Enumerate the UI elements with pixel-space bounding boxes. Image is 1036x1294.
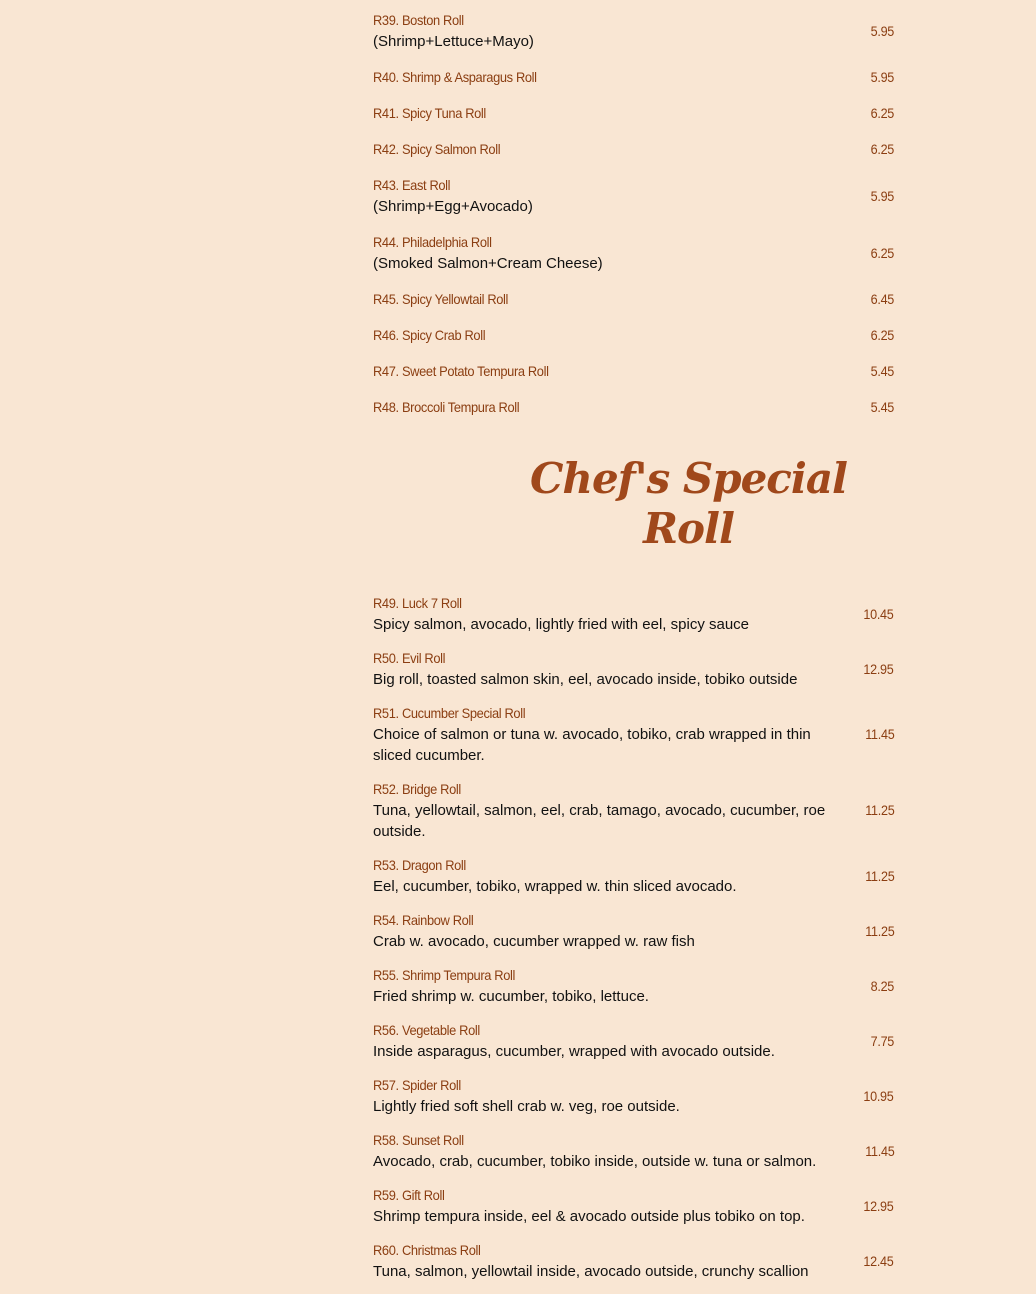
menu-item-name: R57. Spider Roll — [373, 1077, 461, 1093]
menu-item-name: R60. Christmas Roll — [373, 1242, 481, 1258]
menu-item-price: 6.25 — [870, 105, 894, 121]
menu-item — [373, 231, 894, 274]
menu-item-text — [373, 1129, 862, 1172]
menu-item — [373, 138, 894, 160]
menu-item-description: Eel, cucumber, tobiko, wrapped w. thin sliced avocado. — [373, 878, 737, 895]
menu-item-text — [373, 854, 862, 897]
menu-item-name: R56. Vegetable Roll — [373, 1022, 480, 1038]
menu-item-name: R41. Spicy Tuna Roll — [373, 105, 486, 121]
menu-item-price: 12.95 — [863, 1197, 894, 1214]
menu-item-description: (Shrimp+Egg+Avocado) — [373, 198, 533, 215]
menu-item-text — [373, 702, 862, 766]
menu-item-text — [373, 647, 860, 690]
menu-item-name: R40. Shrimp & Asparagus Roll — [373, 69, 537, 85]
menu-item — [373, 102, 894, 124]
menu-item-name: R44. Philadelphia Roll — [373, 234, 492, 250]
menu-item-name: R59. Gift Roll — [373, 1187, 445, 1203]
menu-item-name: R47. Sweet Potato Tempura Roll — [373, 363, 549, 379]
menu-item — [373, 174, 894, 217]
menu-item-name: R50. Evil Roll — [373, 650, 446, 666]
menu-item-price: 6.45 — [870, 291, 894, 307]
menu-item — [373, 288, 894, 310]
menu-item — [373, 1019, 894, 1062]
menu-item-description: Lightly fried soft shell crab w. veg, roe outside. — [373, 1098, 680, 1115]
menu-item-text — [373, 324, 868, 346]
menu-item-description: Big roll, toasted salmon skin, eel, avocado inside, tobiko outside — [373, 671, 798, 688]
menu-item-description: Tuna, salmon, yellowtail inside, avocado outside, crunchy scallion — [373, 1263, 809, 1280]
menu-item-text — [373, 592, 860, 635]
menu-item-text — [373, 360, 868, 382]
menu-item — [373, 854, 894, 897]
menu-item-description: Shrimp tempura inside, eel & avocado outside plus tobiko on top. — [373, 1208, 805, 1225]
menu-item-description: Avocado, crab, cucumber, tobiko inside, outside w. tuna or salmon. — [373, 1153, 817, 1170]
menu-item-text — [373, 231, 868, 274]
roll-list — [373, 9, 894, 418]
menu-item-price: 5.45 — [870, 399, 894, 415]
menu-item-description: Fried shrimp w. cucumber, tobiko, lettuce. — [373, 988, 649, 1005]
menu-item-name: R45. Spicy Yellowtail Roll — [373, 291, 509, 307]
menu-item — [373, 1129, 894, 1172]
menu-item — [373, 909, 894, 952]
menu-item — [373, 1074, 894, 1117]
menu-item — [373, 9, 894, 52]
menu-item-description: Inside asparagus, cucumber, wrapped with avocado outside. — [373, 1043, 775, 1060]
menu-item — [373, 702, 894, 766]
menu-item-description: Spicy salmon, avocado, lightly fried with eel, spicy sauce — [373, 616, 750, 633]
menu-item — [373, 360, 894, 382]
menu-item-price: 5.95 — [870, 22, 894, 39]
menu-item-text — [373, 138, 868, 160]
menu-item-text — [373, 778, 862, 842]
menu-item-price: 12.95 — [863, 660, 894, 677]
menu-item-text — [373, 909, 862, 952]
menu-item-price: 5.45 — [870, 363, 894, 379]
menu-item-name: R46. Spicy Crab Roll — [373, 327, 486, 343]
menu-item-name: R43. East Roll — [373, 177, 451, 193]
menu-item-name: R48. Broccoli Tempura Roll — [373, 399, 520, 415]
menu-column — [373, 9, 894, 1294]
menu-item — [373, 964, 894, 1007]
menu-item-text — [373, 1019, 868, 1062]
menu-item — [373, 778, 894, 842]
menu-item-price: 11.25 — [864, 867, 894, 884]
menu-item-name: R55. Shrimp Tempura Roll — [373, 967, 515, 983]
menu-item-price: 12.45 — [863, 1252, 894, 1269]
menu-item-name: R49. Luck 7 Roll — [373, 595, 462, 611]
menu-item-price: 7.75 — [870, 1032, 894, 1049]
menu-item — [373, 1239, 894, 1282]
menu-item — [373, 66, 894, 88]
menu-item-name: R42. Spicy Salmon Roll — [373, 141, 501, 157]
menu-item-name: R54. Rainbow Roll — [373, 912, 474, 928]
menu-item — [373, 396, 894, 418]
menu-item-description: (Shrimp+Lettuce+Mayo) — [373, 33, 534, 50]
menu-item — [373, 647, 894, 690]
menu-item — [373, 324, 894, 346]
menu-item-text — [373, 102, 868, 124]
menu-item-price: 5.95 — [870, 69, 894, 85]
menu-item-price: 10.95 — [863, 1087, 894, 1104]
menu-item-name: R39. Boston Roll — [373, 12, 464, 28]
menu-item-description: Tuna, yellowtail, salmon, eel, crab, tamago, avocado, cucumber, roe outside. — [373, 802, 826, 840]
menu-item-price: 8.25 — [870, 977, 894, 994]
menu-item-text — [373, 9, 868, 52]
menu-item-description: Choice of salmon or tuna w. avocado, tobiko, crab wrapped in thin sliced cucumber. — [373, 726, 811, 764]
menu-item-price: 11.25 — [864, 922, 894, 939]
special-roll-list — [373, 592, 894, 1282]
menu-item-price: 11.45 — [864, 726, 894, 742]
menu-item-text — [373, 174, 868, 217]
menu-item-text — [373, 288, 868, 310]
menu-item-name: R53. Dragon Roll — [373, 857, 466, 873]
menu-item — [373, 1184, 894, 1227]
menu-item-price: 10.45 — [863, 605, 894, 622]
menu-item-text — [373, 1184, 860, 1227]
menu-item-price: 6.25 — [870, 244, 894, 261]
menu-item-text — [373, 964, 868, 1007]
menu-item-description: (Smoked Salmon+Cream Cheese) — [373, 255, 603, 272]
section-title: Chef's Special Roll — [530, 454, 847, 553]
menu-item-description: Crab w. avocado, cucumber wrapped w. raw fish — [373, 933, 695, 950]
menu-item-price: 11.25 — [864, 802, 894, 818]
menu-item-text — [373, 66, 868, 88]
menu-item-price: 11.45 — [864, 1142, 894, 1159]
menu-item-name: R58. Sunset Roll — [373, 1132, 464, 1148]
menu-item-price: 6.25 — [870, 327, 894, 343]
menu-item-price: 5.95 — [870, 187, 894, 204]
menu-item-text — [373, 396, 868, 418]
menu-item-text — [373, 1239, 860, 1282]
menu-item — [373, 592, 894, 635]
menu-item-name: R51. Cucumber Special Roll — [373, 705, 526, 721]
menu-item-price: 6.25 — [870, 141, 894, 157]
menu-item-name: R52. Bridge Roll — [373, 781, 461, 797]
menu-item-text — [373, 1074, 860, 1117]
